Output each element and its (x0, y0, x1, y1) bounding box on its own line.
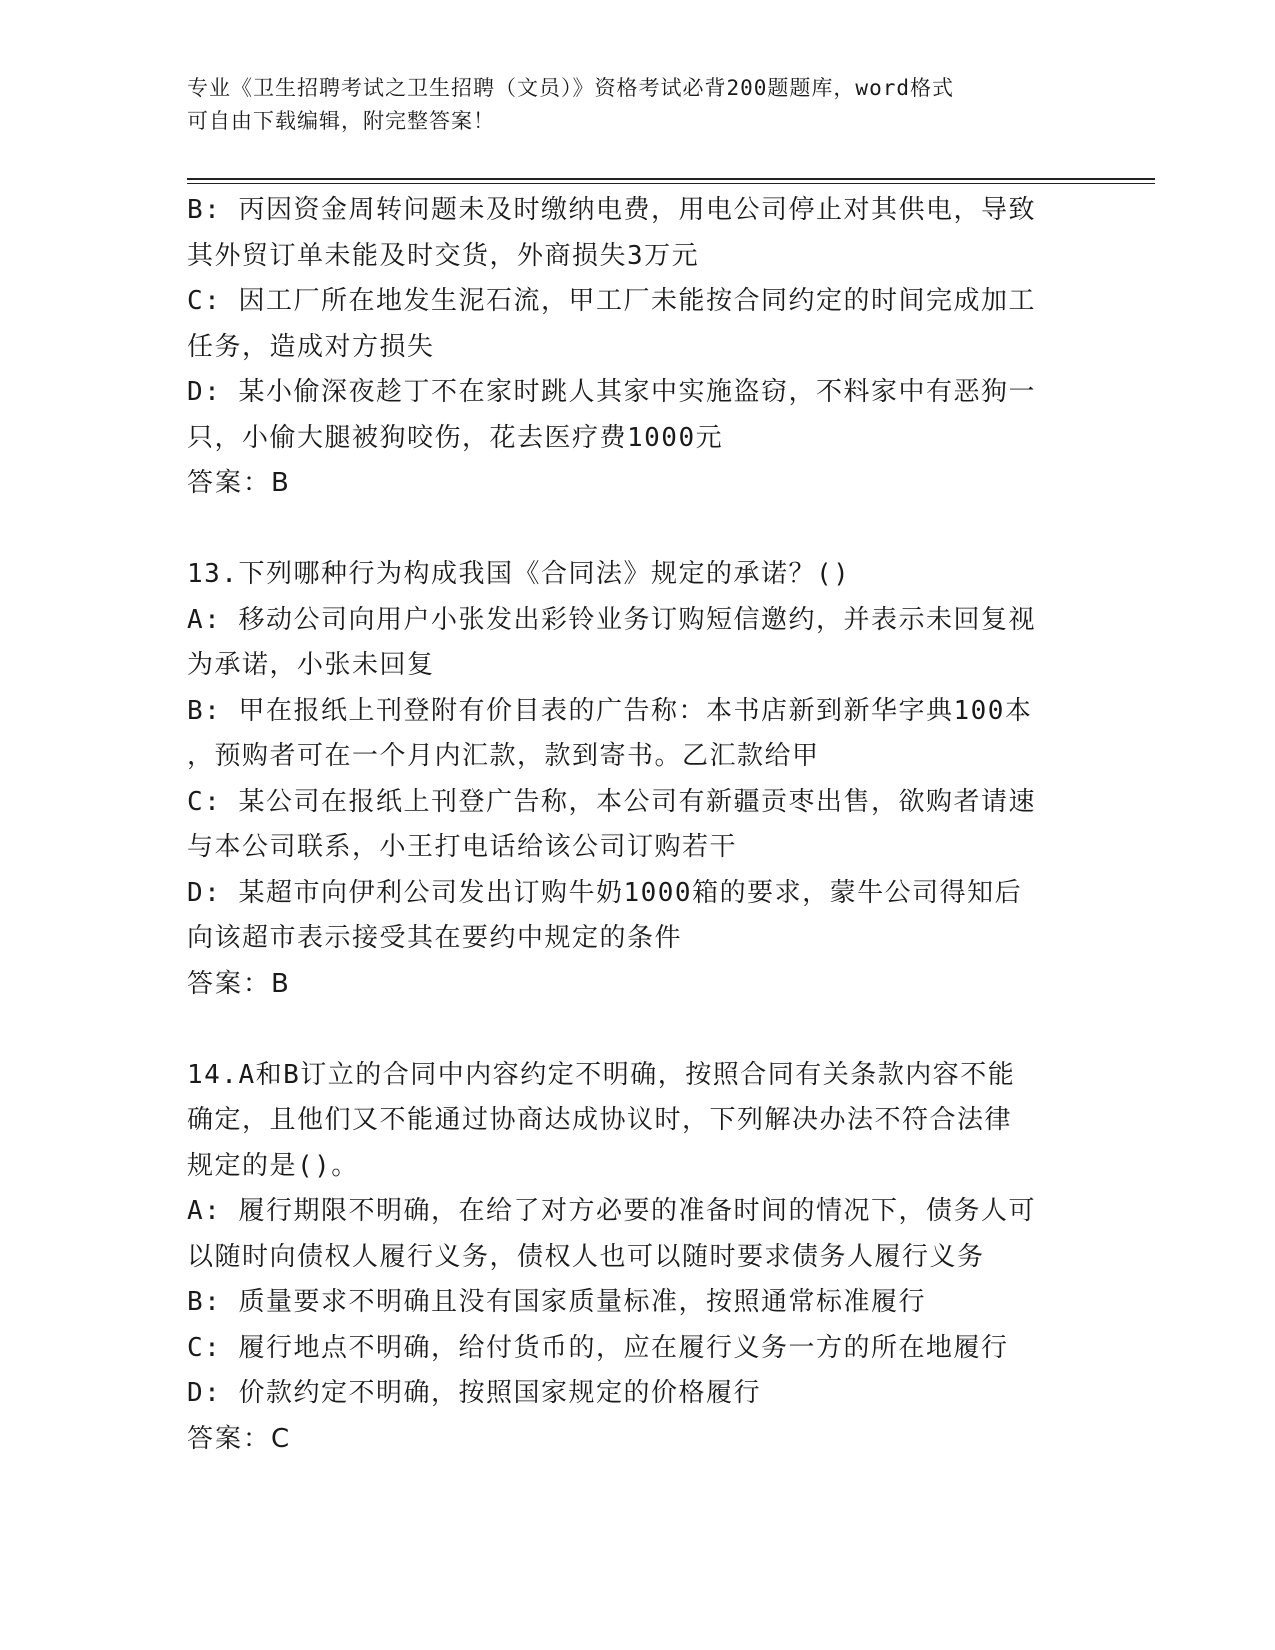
q13-option-d-line-2: 向该超市表示接受其在要约中规定的条件 (187, 923, 683, 953)
document-body (187, 188, 1087, 1462)
q13-option-a-line-1: A: 移动公司向用户小张发出彩铃业务订购短信邀约，并表示未回复视 (187, 604, 1036, 635)
page-header (187, 72, 1067, 138)
q13-option-b-line-1: B: 甲在报纸上刊登附有价目表的广告称：本书店新到新华字典100本 (187, 695, 1033, 726)
q14-option-a-line-2: 以随时向债权人履行义务，债权人也可以随时要求债务人履行义务 (187, 1241, 985, 1272)
q12-answer: 答案：B (187, 468, 291, 498)
header-title-line-1: 专业《卫生招聘考试之卫生招聘（文员）》资格考试必背200题题库，word格式 (187, 76, 954, 100)
q12-option-b-line-1: B: 丙因资金周转问题未及时缴纳电费，用电公司停止对其供电，导致 (187, 195, 1036, 225)
question-14-block (187, 1053, 1087, 1463)
header-divider-thin (187, 183, 1155, 184)
q13-option-c-line-1: C: 某公司在报纸上刊登广告称，本公司有新疆贡枣出售，欲购者请速 (187, 786, 1036, 817)
q13-option-b-line-2: ，预购者可在一个月内汇款，款到寄书。乙汇款给甲 (187, 741, 820, 771)
q13-answer: 答案：B (187, 968, 291, 999)
question-13-block (187, 552, 1087, 1007)
q12-option-b-line-2: 其外贸订单未能及时交货，外商损失3万元 (187, 240, 700, 271)
header-divider-thick (187, 178, 1155, 180)
q13-option-d-line-1: D: 某超市向伊利公司发出订购牛奶1000箱的要求，蒙牛公司得知后 (187, 877, 1023, 908)
q14-option-b: B: 质量要求不明确且没有国家质量标准，按照通常标准履行 (187, 1287, 926, 1317)
q14-question-line-2: 确定，且他们又不能通过协商达成协议时，下列解决办法不符合法律 (187, 1105, 1013, 1135)
q12-option-c-line-2: 任务，造成对方损失 (187, 331, 435, 362)
header-title-line-2: 可自由下载编辑，附完整答案！ (187, 109, 495, 133)
spacer (187, 1007, 1087, 1053)
q14-option-c: C: 履行地点不明确，给付货币的，应在履行义务一方的所在地履行 (187, 1332, 1009, 1363)
q14-question-line-1: 14.A和B订立的合同中内容约定不明确，按照合同有关条款内容不能 (187, 1059, 1016, 1090)
spacer (187, 507, 1087, 553)
q14-question-line-3: 规定的是()。 (187, 1150, 359, 1181)
q14-option-a-line-1: A: 履行期限不明确，在给了对方必要的准备时间的情况下，债务人可 (187, 1196, 1036, 1226)
question-12-block (187, 188, 1087, 507)
q13-option-a-line-2: 为承诺，小张未回复 (187, 650, 435, 680)
q13-option-c-line-2: 与本公司联系，小王打电话给该公司订购若干 (187, 832, 738, 862)
q13-question: 13.下列哪种行为构成我国《合同法》规定的承诺？() (187, 559, 851, 589)
q14-option-d: D: 价款约定不明确，按照国家规定的价格履行 (187, 1378, 761, 1408)
q12-option-d-line-1: D: 某小偷深夜趁丁不在家时跳人其家中实施盗窃，不料家中有恶狗一 (187, 377, 1036, 407)
q12-option-d-line-2: 只，小偷大腿被狗咬伤，花去医疗费1000元 (187, 422, 724, 453)
q12-option-c-line-1: C: 因工厂所在地发生泥石流，甲工厂未能按合同约定的时间完成加工 (187, 286, 1036, 316)
q14-answer: 答案：C (187, 1423, 292, 1454)
